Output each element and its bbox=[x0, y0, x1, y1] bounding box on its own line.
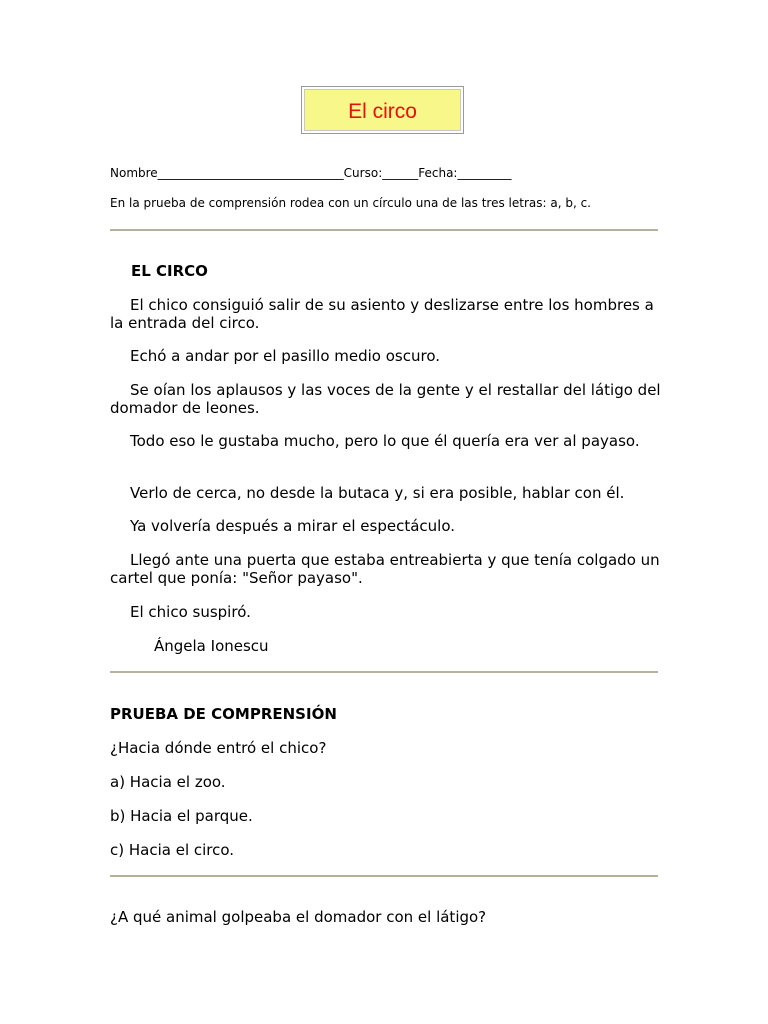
story-paragraph: Todo eso le gustaba mucho, pero lo que él quería era ver al payaso. bbox=[130, 432, 640, 450]
story-paragraph: Echó a andar por el pasillo medio oscuro. bbox=[130, 347, 440, 365]
answer-option: b) Hacia el parque. bbox=[110, 807, 253, 825]
document-title: El circo bbox=[348, 100, 417, 123]
quiz-heading: PRUEBA DE COMPRENSIÓN bbox=[110, 705, 337, 723]
divider bbox=[110, 671, 658, 673]
story-heading: EL CIRCO bbox=[131, 262, 208, 280]
story-paragraph: Se oían los aplausos y las voces de la gente y el restallar del látigo del domador de leones. bbox=[110, 381, 661, 417]
author: Ángela Ionescu bbox=[154, 637, 269, 655]
instructions: En la prueba de comprensión rodea con un círculo una de las tres letras: a, b, c. bbox=[110, 196, 591, 210]
story-paragraph: Ya volvería después a mirar el espectáculo. bbox=[130, 517, 455, 535]
story-paragraph: El chico suspiró. bbox=[130, 603, 251, 621]
answer-option: a) Hacia el zoo. bbox=[110, 773, 226, 791]
question-2: ¿A qué animal golpeaba el domador con el látigo? bbox=[110, 908, 487, 926]
student-info-line: Nombre_______________________________Curso:______Fecha:_________ bbox=[110, 166, 512, 180]
divider bbox=[110, 229, 658, 231]
answer-option: c) Hacia el circo. bbox=[110, 841, 235, 859]
story-paragraph: El chico consiguió salir de su asiento y deslizarse entre los hombres a la entrada del circo. bbox=[110, 296, 654, 332]
story-paragraph: Llegó ante una puerta que estaba entreabierta y que tenía colgado un cartel que ponía: "Señor payaso". bbox=[110, 551, 660, 587]
title-box bbox=[301, 86, 464, 134]
story-paragraph: Verlo de cerca, no desde la butaca y, si era posible, hablar con él. bbox=[130, 484, 625, 502]
divider bbox=[110, 875, 658, 877]
question-1: ¿Hacia dónde entró el chico? bbox=[110, 739, 327, 757]
